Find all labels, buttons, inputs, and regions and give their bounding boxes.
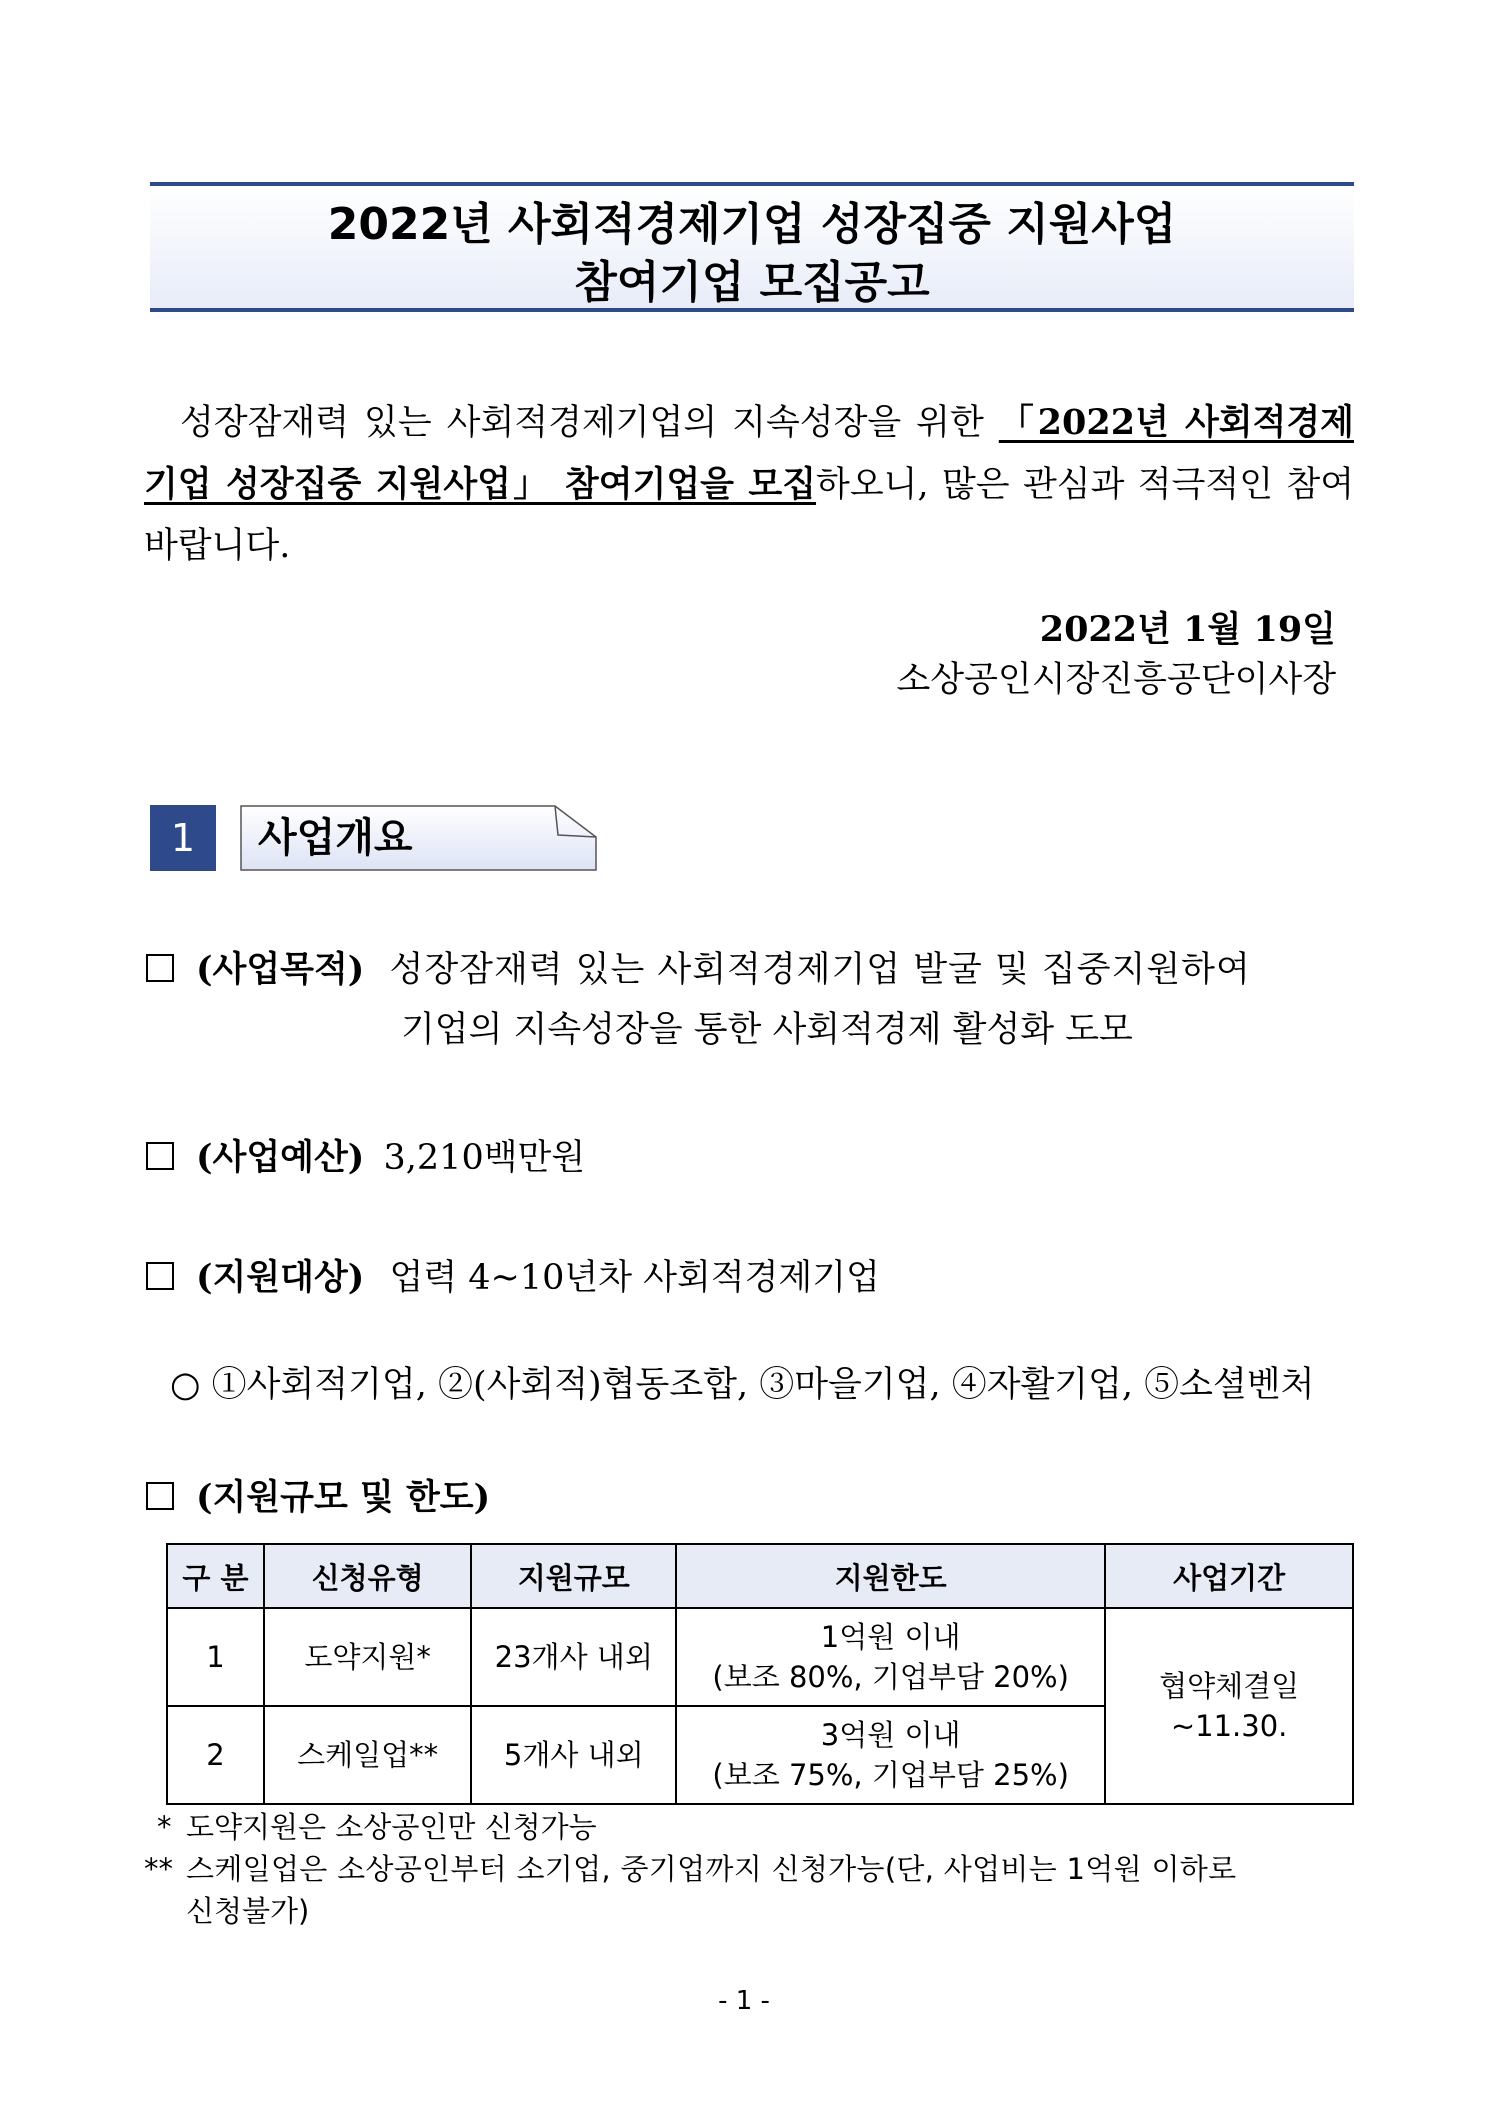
target-label: (지원대상)	[196, 1257, 365, 1298]
issuer: 소상공인시장진흥공단이사장	[896, 660, 1336, 700]
purpose-label: (사업목적)	[196, 949, 365, 990]
row-period	[1105, 1608, 1353, 1804]
item-budget	[146, 1128, 585, 1188]
limit-ratio: (보조 80%, 기업부담 20%)	[712, 1660, 1069, 1694]
intro-text-2: 하오니, 많은 관심과 적극적인 참여 바랍니다.	[144, 465, 1355, 566]
purpose-text: 성장잠재력 있는 사회적경제기업 발굴 및 집중지원하여	[389, 950, 1251, 990]
col-header-period: 사업기간	[1105, 1544, 1353, 1608]
limit-ratio: (보조 75%, 기업부담 25%)	[712, 1758, 1069, 1792]
checkbox-square-icon	[146, 954, 174, 982]
item-purpose	[146, 940, 1251, 1000]
row-scale: 5개사 내외	[471, 1706, 676, 1804]
announcement-title	[150, 182, 1354, 312]
item-scale	[146, 1468, 490, 1528]
limit-amount: 1억원 이내	[820, 1620, 961, 1654]
intro-underlined: 「2022년 사회적경제기업 성장집중 지원사업」 참여기업을 모집	[144, 402, 1354, 505]
footnote-2-text-cont: 신청불가)	[186, 1894, 310, 1928]
section-title: 사업개요	[258, 815, 413, 861]
support-table	[166, 1543, 1354, 1805]
row-scale: 23개사 내외	[471, 1608, 676, 1706]
col-header-type: 신청유형	[264, 1544, 472, 1608]
table-header-row	[167, 1544, 1353, 1608]
checkbox-square-icon	[146, 1482, 174, 1510]
row-type: 도약지원*	[264, 1608, 472, 1706]
scale-label: (지원규모 및 한도)	[196, 1477, 491, 1518]
col-header-scale: 지원규모	[471, 1544, 676, 1608]
limit-amount: 3억원 이내	[820, 1718, 961, 1752]
period-end: ~11.30.	[1170, 1709, 1288, 1743]
intro-paragraph	[144, 392, 1354, 577]
title-line-1: 2022년 사회적경제기업 성장집중 지원사업	[327, 199, 1177, 250]
purpose-text-cont: 기업의 지속성장을 통한 사회적경제 활성화 도모	[401, 1010, 1133, 1050]
checkbox-square-icon	[146, 1142, 174, 1170]
col-header-category: 구 분	[167, 1544, 264, 1608]
table-row	[167, 1608, 1353, 1706]
page-number: - 1 -	[718, 1986, 770, 2016]
footnote-2-text: 스케일업은 소상공인부터 소기업, 중기업까지 신청가능(단, 사업비는 1억원 이하로	[186, 1852, 1237, 1886]
row-limit	[676, 1608, 1105, 1706]
section-number: 1	[150, 805, 216, 871]
target-text: 업력 4~10년차 사회적경제기업	[389, 1258, 880, 1298]
notice-date: 2022년 1월 19일	[1039, 609, 1336, 650]
footnote-2-mark: **	[144, 1852, 173, 1886]
intro-text-1: 성장잠재력 있는 사회적경제기업의 지속성장을 위한	[180, 403, 999, 443]
row-number: 1	[167, 1608, 264, 1706]
footnote-1-mark: *	[157, 1810, 172, 1844]
title-line-2: 참여기업 모집공고	[574, 257, 930, 308]
row-limit	[676, 1706, 1105, 1804]
col-header-limit: 지원한도	[676, 1544, 1105, 1608]
checkbox-square-icon	[146, 1262, 174, 1290]
section-header	[240, 805, 597, 871]
row-number: 2	[167, 1706, 264, 1804]
budget-text: 3,210백만원	[383, 1138, 586, 1178]
footnote-1-text: 도약지원은 소상공인만 신청가능	[186, 1810, 597, 1844]
row-type: 스케일업**	[264, 1706, 472, 1804]
budget-label: (사업예산)	[196, 1137, 365, 1178]
period-start: 협약체결일	[1159, 1669, 1300, 1703]
target-detail: ○ ①사회적기업, ②(사회적)협동조합, ③마을기업, ④자활기업, ⑤소셜벤처	[170, 1365, 1315, 1405]
item-target	[146, 1248, 880, 1308]
